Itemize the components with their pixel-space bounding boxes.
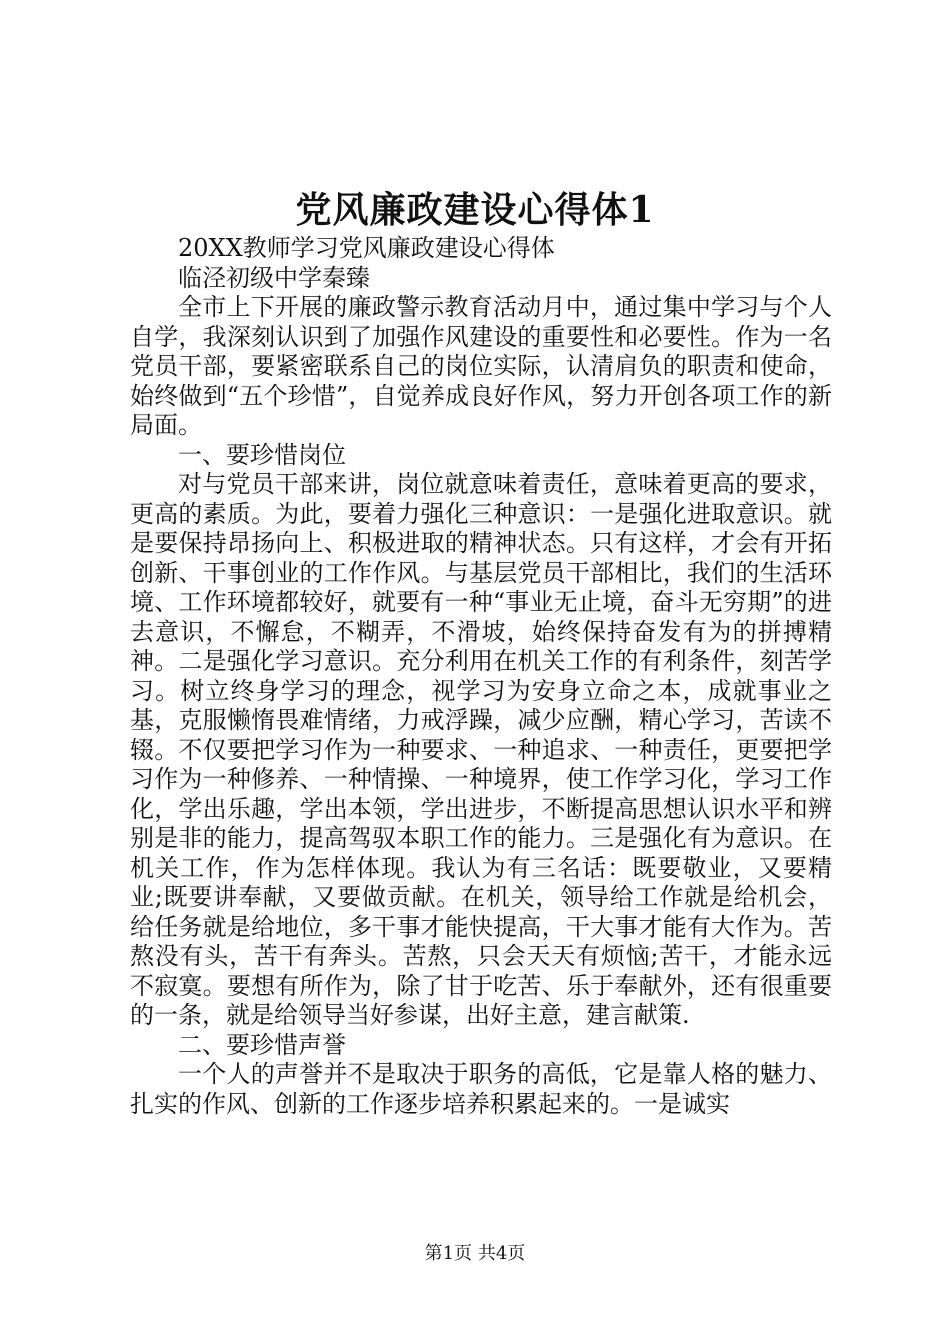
- document-body: [130, 234, 832, 1119]
- document-title: 党风廉政建设心得体1: [295, 189, 655, 231]
- body-paragraph: 全市上下开展的廉政警示教育活动月中，通过集中学习与个人自学，我深刻认识到了加强作风建设的重要性和必要性。作为一名党员干部，要紧密联系自己的岗位实际，认清肩负的职责和使命，始终做到“五个珍惜”，自觉养成良好作风，努力开创各项工作的新局面。: [130, 293, 832, 439]
- page-footer: 第1页 共4页: [424, 1243, 526, 1264]
- body-paragraph: 对与党员干部来讲，岗位就意味着责任，意味着更高的要求，更高的素质。为此，要着力强化三种意识：一是强化进取意识。就是要保持昂扬向上、积极进取的精神状态。只有这样，才会有开拓创新、干事创业的工作作风。与基层党员干部相比，我们的生活环境、工作环境都较好，就要有一种“事业无止境，奋斗无穷期”的进去意识，不懈怠，不糊弄，不滑坡，始终保持奋发有为的拼搏精神。二是强化学习意识。充分利用在机关工作的有利条件，刻苦学习。树立终身学习的理念，视学习为安身立命之本，成就事业之基，克服懒惰畏难情绪，力戒浮躁，减少应酬，精心学习，苦读不辍。不仅要把学习作为一种要求、一种追求、一种责任，更要把学习作为一种修养、一种情操、一种境界，使工作学习化，学习工作化，学出乐趣，学出本领，学出进步，不断提高思想认识水平和辨别是非的能力，提高驾驭本职工作的能力。三是强化有为意识。在机关工作，作为怎样体现。我认为有三名话：既要敬业，又要精业;既要讲奉献，又要做贡献。在机关，领导给工作就是给机会，给任务就是给地位，多干事才能快提高，干大事才能有大作为。苦熬没有头，苦干有奔头。苦熬，只会天天有烦恼;苦干，才能永远不寂寞。要想有所作为，除了甘于吃苦、乐于奉献外，还有很重要的一条，就是给领导当好参谋，出好主意，建言献策.: [130, 470, 832, 1029]
- section-heading: 一、要珍惜岗位: [178, 440, 346, 469]
- section-heading: 二、要珍惜声誉: [178, 1030, 346, 1059]
- subtitle-line: 20XX教师学习党风廉政建设心得体: [178, 234, 555, 262]
- author-line: 临泾初级中学秦臻: [178, 263, 370, 292]
- body-paragraph: 一个人的声誉并不是取决于职务的高低，它是靠人格的魅力、扎实的作风、创新的工作逐步培养积累起来的。一是诚实: [130, 1060, 832, 1118]
